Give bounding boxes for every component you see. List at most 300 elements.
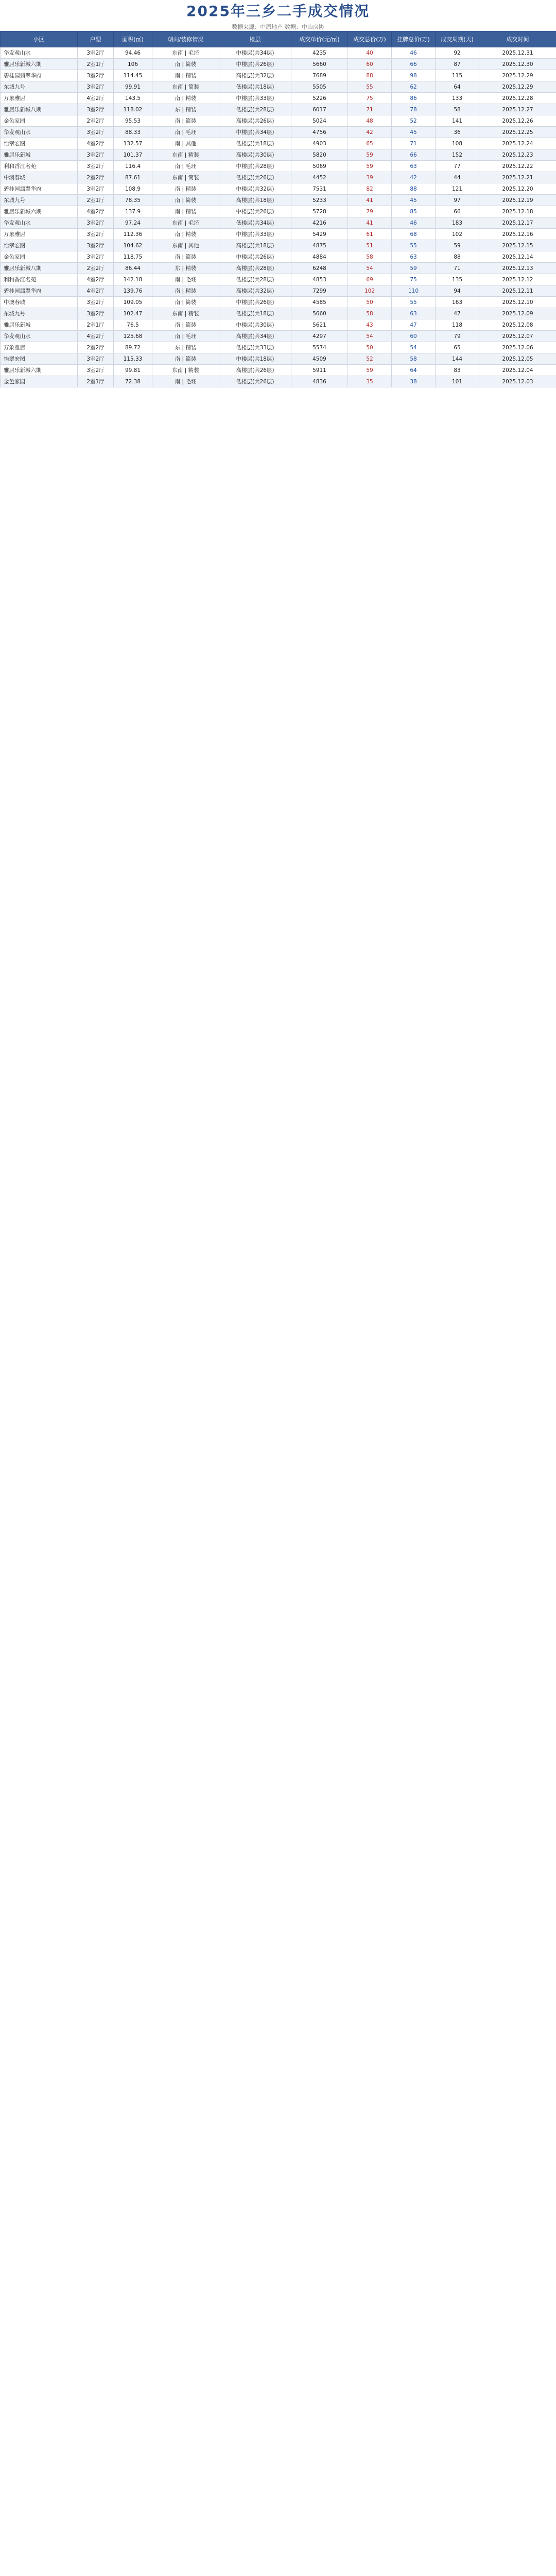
cell-community: 华发观山水: [1, 47, 78, 59]
cell-layout: 4室2厅: [78, 274, 114, 285]
cell-area: 116.4: [114, 161, 152, 172]
cell-community: 碧桂园翡翠华府: [1, 183, 78, 195]
cell-date: 2025.12.09: [479, 308, 556, 319]
cell-community: 雅居乐新城六期: [1, 206, 78, 217]
cell-community: 利和香江名苑: [1, 161, 78, 172]
cell-layout: 2室2厅: [78, 115, 114, 127]
cell-date: 2025.12.18: [479, 206, 556, 217]
cell-community: 万象雅居: [1, 93, 78, 104]
cell-community: 怡翠宏图: [1, 138, 78, 149]
table-row: [1, 183, 556, 195]
cell-floor: 高楼层(共18层): [219, 240, 291, 251]
table-row: [1, 47, 556, 59]
cell-floor: 低楼层(共28层): [219, 104, 291, 115]
cell-listing-price: 55: [392, 240, 436, 251]
cell-layout: 3室2厅: [78, 149, 114, 161]
cell-total-price: 39: [348, 172, 392, 183]
cell-total-price: 79: [348, 206, 392, 217]
cell-area: 114.45: [114, 70, 152, 81]
cell-orientation: 东南 | 精装: [152, 308, 219, 319]
cell-floor: 中楼层(共33层): [219, 93, 291, 104]
cell-area: 88.33: [114, 127, 152, 138]
cell-orientation: 南 | 简装: [152, 319, 219, 331]
cell-orientation: 南 | 简装: [152, 59, 219, 70]
cell-orientation: 东 | 精装: [152, 342, 219, 353]
cell-date: 2025.12.31: [479, 47, 556, 59]
cell-cycle: 64: [436, 81, 479, 93]
cell-total-price: 51: [348, 240, 392, 251]
cell-unit-price: 5621: [291, 319, 348, 331]
cell-unit-price: 4903: [291, 138, 348, 149]
cell-cycle: 135: [436, 274, 479, 285]
cell-total-price: 102: [348, 285, 392, 297]
cell-area: 86.44: [114, 263, 152, 274]
cell-cycle: 118: [436, 319, 479, 331]
cell-layout: 4室2厅: [78, 206, 114, 217]
cell-unit-price: 5911: [291, 365, 348, 376]
cell-community: 雅居乐新城: [1, 319, 78, 331]
cell-total-price: 50: [348, 342, 392, 353]
column-header: 成交总价(万): [348, 31, 392, 47]
cell-date: 2025.12.04: [479, 365, 556, 376]
cell-area: 118.02: [114, 104, 152, 115]
column-header: 朝向/装修情况: [152, 31, 219, 47]
cell-community: 中澳春城: [1, 172, 78, 183]
cell-area: 132.57: [114, 138, 152, 149]
cell-area: 95.53: [114, 115, 152, 127]
cell-community: 万象雅居: [1, 229, 78, 240]
cell-listing-price: 47: [392, 319, 436, 331]
cell-unit-price: 5660: [291, 308, 348, 319]
transactions-table: [0, 31, 556, 387]
cell-date: 2025.12.07: [479, 331, 556, 342]
cell-date: 2025.12.10: [479, 297, 556, 308]
cell-orientation: 南 | 简装: [152, 115, 219, 127]
cell-floor: 中楼层(共34层): [219, 127, 291, 138]
cell-listing-price: 46: [392, 217, 436, 229]
cell-community: 华发观山水: [1, 127, 78, 138]
cell-cycle: 88: [436, 251, 479, 263]
cell-total-price: 71: [348, 104, 392, 115]
cell-area: 97.24: [114, 217, 152, 229]
cell-total-price: 59: [348, 365, 392, 376]
cell-date: 2025.12.29: [479, 81, 556, 93]
cell-layout: 4室2厅: [78, 93, 114, 104]
cell-layout: 4室2厅: [78, 138, 114, 149]
column-header: 面积(㎡): [114, 31, 152, 47]
table-row: [1, 353, 556, 365]
cell-cycle: 58: [436, 104, 479, 115]
cell-listing-price: 68: [392, 229, 436, 240]
cell-layout: 3室2厅: [78, 308, 114, 319]
cell-total-price: 52: [348, 353, 392, 365]
table-row: [1, 138, 556, 149]
cell-cycle: 47: [436, 308, 479, 319]
cell-floor: 中楼层(共34层): [219, 47, 291, 59]
column-header: 成交周期(天): [436, 31, 479, 47]
cell-orientation: 东南 | 毛坯: [152, 47, 219, 59]
cell-date: 2025.12.14: [479, 251, 556, 263]
cell-cycle: 141: [436, 115, 479, 127]
cell-total-price: 54: [348, 263, 392, 274]
cell-orientation: 南 | 精装: [152, 93, 219, 104]
table-row: [1, 308, 556, 319]
cell-listing-price: 58: [392, 353, 436, 365]
cell-layout: 3室2厅: [78, 183, 114, 195]
table-row: [1, 127, 556, 138]
column-header: 楼层: [219, 31, 291, 47]
cell-community: 碧桂园翡翠华府: [1, 70, 78, 81]
cell-date: 2025.12.28: [479, 93, 556, 104]
cell-layout: 3室2厅: [78, 127, 114, 138]
cell-date: 2025.12.17: [479, 217, 556, 229]
cell-community: 华发观山水: [1, 331, 78, 342]
cell-layout: 3室2厅: [78, 353, 114, 365]
table-row: [1, 274, 556, 285]
cell-listing-price: 62: [392, 81, 436, 93]
cell-unit-price: 7689: [291, 70, 348, 81]
cell-date: 2025.12.19: [479, 195, 556, 206]
cell-community: 金色家园: [1, 115, 78, 127]
cell-floor: 高楼层(共26层): [219, 365, 291, 376]
cell-cycle: 101: [436, 376, 479, 387]
cell-orientation: 东南 | 其他: [152, 240, 219, 251]
cell-cycle: 59: [436, 240, 479, 251]
header: [0, 0, 556, 31]
cell-unit-price: 5226: [291, 93, 348, 104]
cell-unit-price: 5728: [291, 206, 348, 217]
cell-layout: 3室2厅: [78, 70, 114, 81]
cell-cycle: 94: [436, 285, 479, 297]
cell-unit-price: 7299: [291, 285, 348, 297]
cell-listing-price: 66: [392, 59, 436, 70]
cell-community: 万象雅居: [1, 342, 78, 353]
cell-cycle: 144: [436, 353, 479, 365]
cell-listing-price: 78: [392, 104, 436, 115]
cell-layout: 2室1厅: [78, 319, 114, 331]
table-row: [1, 229, 556, 240]
cell-area: 108.9: [114, 183, 152, 195]
cell-area: 94.46: [114, 47, 152, 59]
cell-listing-price: 110: [392, 285, 436, 297]
page: [0, 0, 556, 387]
cell-date: 2025.12.20: [479, 183, 556, 195]
cell-community: 金色家园: [1, 376, 78, 387]
table-row: [1, 376, 556, 387]
cell-date: 2025.12.05: [479, 353, 556, 365]
cell-cycle: 83: [436, 365, 479, 376]
cell-date: 2025.12.27: [479, 104, 556, 115]
cell-orientation: 南 | 毛坯: [152, 376, 219, 387]
cell-orientation: 东南 | 精装: [152, 149, 219, 161]
cell-total-price: 42: [348, 127, 392, 138]
cell-layout: 3室2厅: [78, 47, 114, 59]
cell-layout: 3室2厅: [78, 365, 114, 376]
cell-total-price: 40: [348, 47, 392, 59]
cell-total-price: 35: [348, 376, 392, 387]
cell-cycle: 115: [436, 70, 479, 81]
cell-floor: 高楼层(共26层): [219, 115, 291, 127]
cell-unit-price: 4216: [291, 217, 348, 229]
cell-floor: 低楼层(共18层): [219, 81, 291, 93]
cell-listing-price: 59: [392, 263, 436, 274]
cell-cycle: 183: [436, 217, 479, 229]
cell-total-price: 55: [348, 81, 392, 93]
cell-total-price: 58: [348, 251, 392, 263]
cell-total-price: 43: [348, 319, 392, 331]
table-row: [1, 172, 556, 183]
cell-cycle: 102: [436, 229, 479, 240]
table-row: [1, 217, 556, 229]
cell-listing-price: 38: [392, 376, 436, 387]
cell-unit-price: 4297: [291, 331, 348, 342]
cell-area: 78.35: [114, 195, 152, 206]
cell-unit-price: 4509: [291, 353, 348, 365]
cell-area: 72.38: [114, 376, 152, 387]
cell-layout: 2室2厅: [78, 263, 114, 274]
cell-orientation: 南 | 精装: [152, 183, 219, 195]
cell-cycle: 77: [436, 161, 479, 172]
cell-cycle: 71: [436, 263, 479, 274]
table-row: [1, 149, 556, 161]
page-title: 2025年三乡二手成交情况: [186, 3, 370, 20]
cell-floor: 高楼层(共30层): [219, 149, 291, 161]
cell-floor: 高楼层(共32层): [219, 285, 291, 297]
cell-orientation: 东 | 精装: [152, 104, 219, 115]
cell-listing-price: 63: [392, 161, 436, 172]
cell-cycle: 87: [436, 59, 479, 70]
cell-date: 2025.12.26: [479, 115, 556, 127]
cell-unit-price: 4884: [291, 251, 348, 263]
cell-date: 2025.12.03: [479, 376, 556, 387]
cell-area: 102.47: [114, 308, 152, 319]
cell-cycle: 65: [436, 342, 479, 353]
cell-date: 2025.12.08: [479, 319, 556, 331]
cell-community: 雅居乐新城六期: [1, 59, 78, 70]
cell-listing-price: 75: [392, 274, 436, 285]
cell-area: 99.81: [114, 365, 152, 376]
cell-total-price: 41: [348, 217, 392, 229]
table-row: [1, 81, 556, 93]
cell-date: 2025.12.29: [479, 70, 556, 81]
cell-community: 利和香江名苑: [1, 274, 78, 285]
column-header: 成交时间: [479, 31, 556, 47]
cell-area: 89.72: [114, 342, 152, 353]
cell-floor: 中楼层(共28层): [219, 161, 291, 172]
table-row: [1, 93, 556, 104]
cell-total-price: 59: [348, 149, 392, 161]
cell-date: 2025.12.11: [479, 285, 556, 297]
cell-floor: 低楼层(共26层): [219, 172, 291, 183]
cell-date: 2025.12.12: [479, 274, 556, 285]
cell-listing-price: 45: [392, 127, 436, 138]
cell-layout: 3室2厅: [78, 251, 114, 263]
cell-area: 118.75: [114, 251, 152, 263]
cell-unit-price: 5820: [291, 149, 348, 161]
cell-listing-price: 46: [392, 47, 436, 59]
cell-date: 2025.12.24: [479, 138, 556, 149]
cell-floor: 中楼层(共32层): [219, 183, 291, 195]
cell-layout: 3室2厅: [78, 229, 114, 240]
cell-orientation: 东 | 精装: [152, 263, 219, 274]
cell-date: 2025.12.25: [479, 127, 556, 138]
cell-cycle: 97: [436, 195, 479, 206]
cell-total-price: 41: [348, 195, 392, 206]
cell-cycle: 133: [436, 93, 479, 104]
column-header: 小区: [1, 31, 78, 47]
cell-total-price: 58: [348, 308, 392, 319]
cell-community: 华发观山水: [1, 217, 78, 229]
cell-total-price: 75: [348, 93, 392, 104]
cell-date: 2025.12.22: [479, 161, 556, 172]
table-row: [1, 342, 556, 353]
cell-total-price: 54: [348, 331, 392, 342]
cell-floor: 中楼层(共26层): [219, 297, 291, 308]
cell-listing-price: 60: [392, 331, 436, 342]
cell-unit-price: 4853: [291, 274, 348, 285]
cell-total-price: 48: [348, 115, 392, 127]
table-row: [1, 240, 556, 251]
cell-unit-price: 4756: [291, 127, 348, 138]
cell-layout: 4室2厅: [78, 331, 114, 342]
cell-listing-price: 85: [392, 206, 436, 217]
cell-orientation: 南 | 简装: [152, 195, 219, 206]
cell-cycle: 121: [436, 183, 479, 195]
cell-date: 2025.12.15: [479, 240, 556, 251]
cell-listing-price: 98: [392, 70, 436, 81]
cell-area: 99.91: [114, 81, 152, 93]
cell-listing-price: 45: [392, 195, 436, 206]
cell-orientation: 南 | 简装: [152, 251, 219, 263]
cell-community: 碧桂园翡翠华府: [1, 285, 78, 297]
cell-unit-price: 5233: [291, 195, 348, 206]
cell-unit-price: 4585: [291, 297, 348, 308]
cell-orientation: 东南 | 简装: [152, 81, 219, 93]
table-row: [1, 195, 556, 206]
page-subtitle: 数据来源：中原地产 数据：中山房协: [232, 24, 324, 30]
cell-cycle: 152: [436, 149, 479, 161]
cell-community: 东城九号: [1, 308, 78, 319]
cell-area: 139.76: [114, 285, 152, 297]
cell-orientation: 南 | 简装: [152, 353, 219, 365]
cell-community: 怡翠宏图: [1, 353, 78, 365]
cell-orientation: 南 | 其他: [152, 138, 219, 149]
cell-unit-price: 6017: [291, 104, 348, 115]
cell-orientation: 南 | 精装: [152, 229, 219, 240]
cell-date: 2025.12.16: [479, 229, 556, 240]
cell-community: 东城九号: [1, 195, 78, 206]
table-row: [1, 115, 556, 127]
cell-area: 143.5: [114, 93, 152, 104]
cell-unit-price: 5024: [291, 115, 348, 127]
cell-cycle: 36: [436, 127, 479, 138]
cell-floor: 高楼层(共28层): [219, 263, 291, 274]
cell-area: 109.05: [114, 297, 152, 308]
cell-listing-price: 88: [392, 183, 436, 195]
cell-layout: 2室1厅: [78, 195, 114, 206]
cell-date: 2025.12.21: [479, 172, 556, 183]
cell-cycle: 66: [436, 206, 479, 217]
cell-floor: 低楼层(共18层): [219, 308, 291, 319]
table-row: [1, 297, 556, 308]
table-row: [1, 263, 556, 274]
cell-orientation: 南 | 精装: [152, 206, 219, 217]
cell-cycle: 92: [436, 47, 479, 59]
cell-community: 雅居乐新城六期: [1, 365, 78, 376]
cell-unit-price: 5429: [291, 229, 348, 240]
cell-area: 125.68: [114, 331, 152, 342]
table-header-row: [1, 31, 556, 47]
table-row: [1, 285, 556, 297]
cell-date: 2025.12.23: [479, 149, 556, 161]
table-row: [1, 161, 556, 172]
cell-layout: 2室1厅: [78, 376, 114, 387]
cell-total-price: 59: [348, 161, 392, 172]
cell-orientation: 东南 | 毛坯: [152, 217, 219, 229]
cell-listing-price: 52: [392, 115, 436, 127]
cell-date: 2025.12.13: [479, 263, 556, 274]
cell-unit-price: 5505: [291, 81, 348, 93]
cell-floor: 中楼层(共26层): [219, 251, 291, 263]
cell-unit-price: 4836: [291, 376, 348, 387]
cell-orientation: 南 | 毛坯: [152, 127, 219, 138]
cell-community: 雅居乐新城: [1, 149, 78, 161]
table-row: [1, 104, 556, 115]
table-row: [1, 331, 556, 342]
cell-community: 雅居乐新城八期: [1, 263, 78, 274]
cell-community: 金色家园: [1, 251, 78, 263]
cell-total-price: 88: [348, 70, 392, 81]
cell-total-price: 82: [348, 183, 392, 195]
table-row: [1, 59, 556, 70]
cell-listing-price: 71: [392, 138, 436, 149]
cell-orientation: 东南 | 简装: [152, 172, 219, 183]
cell-listing-price: 55: [392, 297, 436, 308]
cell-area: 76.5: [114, 319, 152, 331]
cell-total-price: 61: [348, 229, 392, 240]
cell-unit-price: 6248: [291, 263, 348, 274]
cell-community: 东城九号: [1, 81, 78, 93]
cell-total-price: 50: [348, 297, 392, 308]
cell-layout: 4室2厅: [78, 285, 114, 297]
cell-orientation: 南 | 简装: [152, 297, 219, 308]
cell-layout: 2室2厅: [78, 342, 114, 353]
cell-orientation: 南 | 毛坯: [152, 274, 219, 285]
cell-layout: 3室2厅: [78, 81, 114, 93]
table-row: [1, 206, 556, 217]
cell-floor: 低楼层(共33层): [219, 342, 291, 353]
cell-area: 104.62: [114, 240, 152, 251]
cell-area: 115.33: [114, 353, 152, 365]
cell-floor: 低楼层(共34层): [219, 217, 291, 229]
cell-listing-price: 66: [392, 149, 436, 161]
cell-floor: 中楼层(共33层): [219, 229, 291, 240]
cell-area: 142.18: [114, 274, 152, 285]
cell-layout: 3室2厅: [78, 240, 114, 251]
cell-unit-price: 5660: [291, 59, 348, 70]
cell-listing-price: 64: [392, 365, 436, 376]
cell-layout: 2室2厅: [78, 172, 114, 183]
cell-unit-price: 4452: [291, 172, 348, 183]
cell-orientation: 南 | 精装: [152, 70, 219, 81]
cell-date: 2025.12.06: [479, 342, 556, 353]
table-row: [1, 365, 556, 376]
cell-date: 2025.12.30: [479, 59, 556, 70]
cell-total-price: 69: [348, 274, 392, 285]
column-header: 户型: [78, 31, 114, 47]
cell-unit-price: 5069: [291, 161, 348, 172]
cell-cycle: 79: [436, 331, 479, 342]
